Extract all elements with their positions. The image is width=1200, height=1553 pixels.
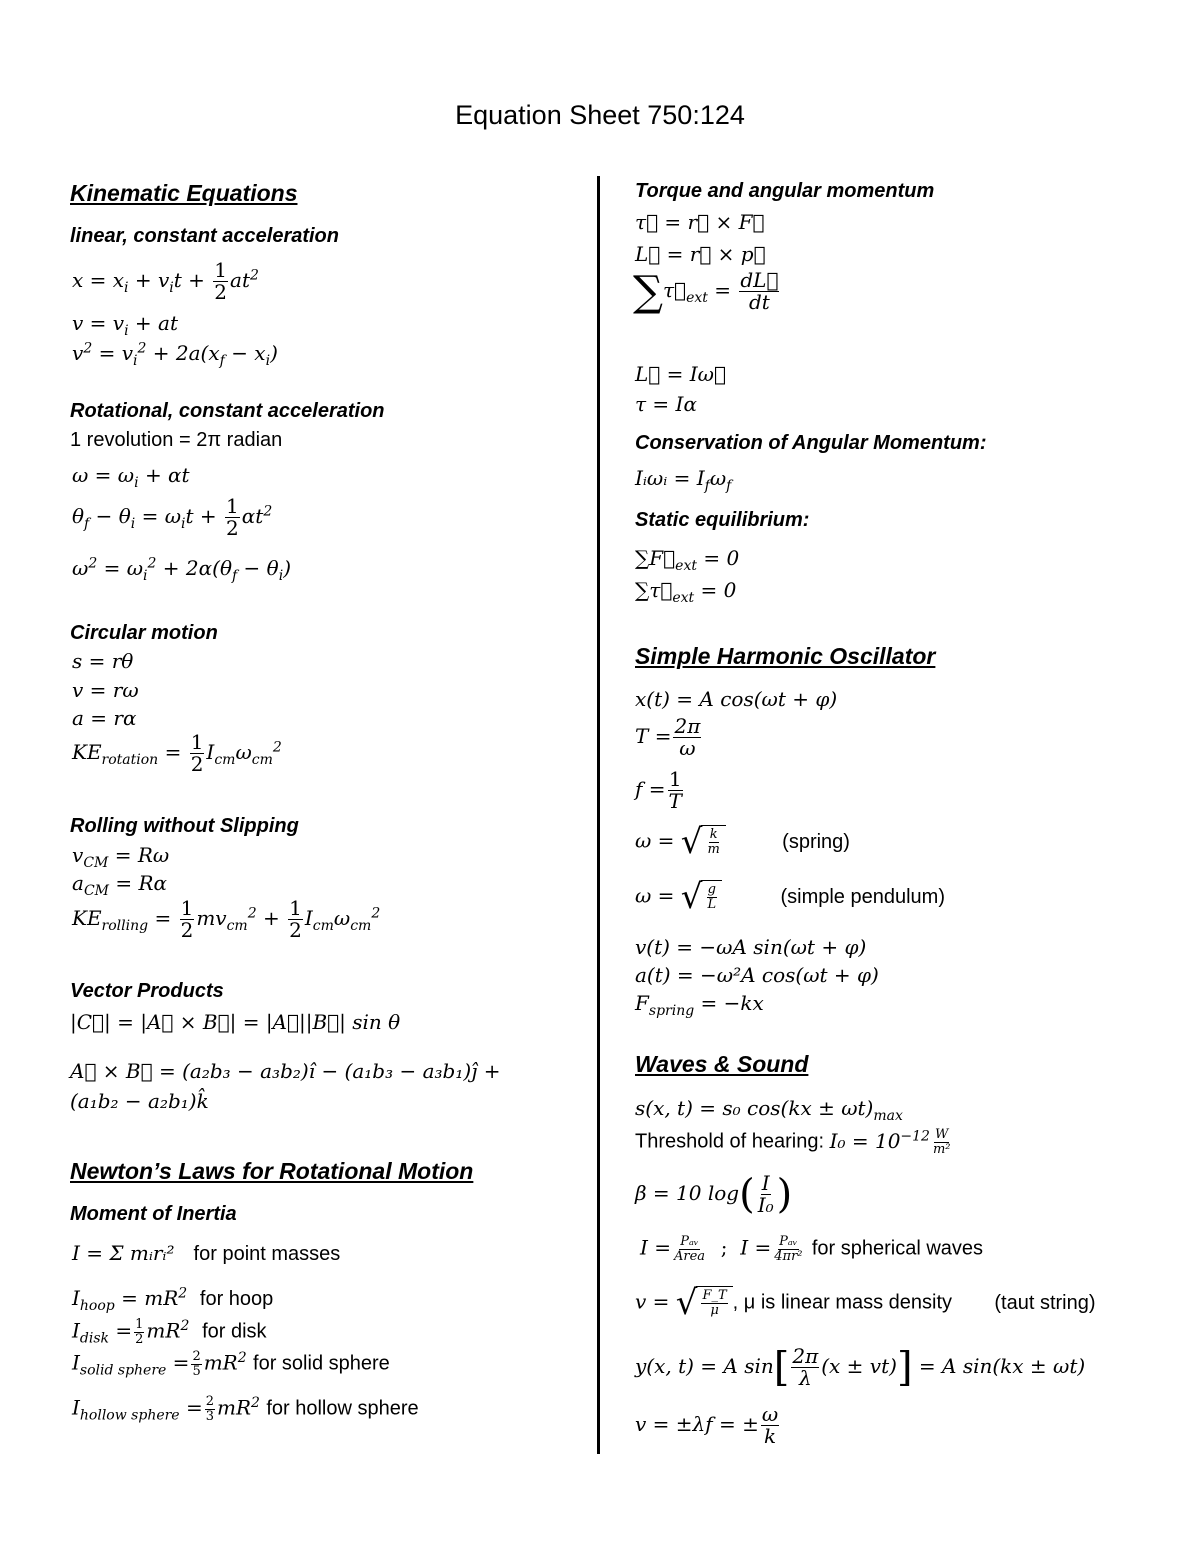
eq-frequency: f = $\frac{1}{T}$	[635, 767, 682, 813]
sub-torque: Torque and angular momentum	[635, 180, 935, 202]
sub-rotational: Rotational, constant acceleration	[70, 400, 385, 422]
eq-omega: $\omega = \omega_i + \alpha t$	[72, 463, 190, 491]
eq-net-torque: $\sum\tau⃗_{ext}$ = $\frac{dL⃗}{dt}$	[633, 266, 779, 316]
eq-wave-s: s(x, t) = s₀ $\cos(kx \pm \omega t)_{max}$	[635, 1096, 903, 1124]
eq-inertia-hoop: $I_{hoop} = mR^2$ for hoop	[72, 1285, 274, 1314]
eq-threshold: Threshold of hearing: $I_0 = 10^{-12}$ $\frac{W}{\text{m²}}$	[635, 1127, 951, 1157]
eq-string-speed: v = √ $\frac{F\_T}{\mu}$ , μ is linear mass density (taut string)	[635, 1283, 1096, 1323]
eq-cross-components-cont: (a₁b₂ − a₂b₁)k̂	[70, 1089, 209, 1113]
eq-inertia-hollow-sphere: $I_{hollow sphere}$ = $\frac{2}{3}$ $mR^2$ for hollow sphere	[72, 1394, 419, 1424]
eq-theta: $\theta_f - \theta_i = \omega_it$ + $\frac{1}{2}$ $\alpha t^2$	[72, 494, 273, 540]
eq-decibel: β = 10 log( $\frac{I}{\text{I₀}}$ )	[635, 1171, 793, 1218]
sub-rolling: Rolling without Slipping	[70, 815, 299, 837]
eq-ke-rotation: $KE_{rotation}$ = $\frac{1}{2}$ $I_{cm}\omega_{cm}^2$	[72, 730, 282, 776]
eq-tau-Ia: τ = Iα	[635, 392, 697, 416]
eq-tangential-a: a = rα	[72, 706, 137, 730]
eq-static-torque: $\sum\tau⃗_{ext} = 0$	[635, 578, 737, 606]
eq-inertia-point: I = Σ mᵢrᵢ² for point masses	[72, 1241, 341, 1265]
revolution-note: 1 revolution = 2π radian	[70, 429, 283, 451]
eq-wave-y: y(x, t) = A sin[ $\frac{2\pi}{\lambda}$ (x ± vt)] = A sin(kx ± ωt)	[635, 1344, 1086, 1391]
heading-waves: Waves & Sound	[635, 1051, 809, 1077]
eq-cross-magnitude: |C⃗| = |A⃗ × B⃗| = |A⃗||B⃗| sin θ	[70, 1010, 401, 1034]
eq-vcm: $v_{CM} = R\omega$	[72, 843, 170, 871]
eq-omega-spring: ω = √ $\frac{k}{m}$ (spring)	[635, 822, 850, 862]
eq-sho-x: x(t) = A cos(ωt + φ)	[635, 687, 838, 711]
eq-cross-components: A⃗ × B⃗ = (a₂b₃ − a₃b₂)î − (a₁b₃ − a₃b₁)ĵ +	[70, 1059, 501, 1083]
eq-omega-squared: $\omega^2 = \omega_i^2 + 2\alpha(\theta_f - \theta_i)$	[72, 555, 291, 584]
heading-kinematic: Kinematic Equations	[70, 180, 298, 206]
sub-circular: Circular motion	[70, 622, 218, 644]
eq-conservation: Iᵢωᵢ = $I_f\omega_f$	[635, 466, 732, 494]
eq-velocity-squared: $v^2 = v_i^2 + 2a(x_f - x_i)$	[72, 340, 278, 369]
column-divider	[597, 176, 600, 1454]
eq-L-Iw: L⃗ = Iω⃗	[635, 362, 726, 386]
heading-sho: Simple Harmonic Oscillator	[635, 643, 936, 669]
sub-linear: linear, constant acceleration	[70, 225, 339, 247]
eq-wave-speed: v = ±λf = ± $\frac{\omega}{k}$	[635, 1402, 779, 1448]
eq-spring-force: $F_{spring} = -kx$	[635, 991, 764, 1019]
eq-sho-a: a(t) = −ω²A cos(ωt + φ)	[635, 963, 879, 987]
page-title: Equation Sheet 750:124	[455, 100, 745, 130]
eq-inertia-disk: $I_{disk}$ = $\frac{1}{2}$ $mR^2$ for disk	[72, 1317, 267, 1347]
eq-angular-momentum: L⃗ = r⃗ × p⃗	[635, 242, 766, 266]
eq-static-force: $\sum F⃗_{ext} = 0$	[635, 546, 740, 574]
eq-velocity: $v = v_i$ + at	[72, 311, 178, 339]
eq-acm: $a_{CM} = R\alpha$	[72, 871, 168, 899]
sub-moment: Moment of Inertia	[70, 1203, 237, 1225]
heading-newton: Newton’s Laws for Rotational Motion	[70, 1158, 474, 1184]
eq-sho-v: v(t) = −ωA sin(ωt + φ)	[635, 935, 867, 959]
eq-arc: s = rθ	[72, 649, 134, 673]
eq-omega-pendulum: ω = √ $\frac{g}{L}$ (simple pendulum)	[635, 877, 945, 917]
sub-vector: Vector Products	[70, 980, 224, 1002]
eq-tangential-v: v = rω	[72, 678, 139, 702]
sub-static: Static equilibrium:	[635, 509, 810, 531]
eq-torque: τ⃗ = r⃗ × F⃗	[635, 210, 765, 234]
eq-period: T = $\frac{2\pi}{\omega}$	[635, 714, 701, 760]
eq-position: $x = x_i + v_it$ + $\frac{1}{2}$ $at^2$	[72, 258, 259, 304]
sub-conservation: Conservation of Angular Momentum:	[635, 432, 987, 454]
eq-inertia-solid-sphere: $I_{solid sphere}$ = $\frac{2}{5}$ $mR^2$ for solid sphere	[72, 1349, 390, 1379]
eq-ke-rolling: $KE_{rolling}$ = $\frac{1}{2}$ $mv_{cm}^2$ + $\frac{1}{2}$ $I_{cm}\omega_{cm}^2$	[72, 896, 381, 942]
eq-intensity: I = $\frac{\text{Pₐᵥ}}{\text{Area}}$ ; I = $\frac{\text{Pₐᵥ}}{\text{4πr²}}$ for spherical waves	[640, 1234, 984, 1264]
